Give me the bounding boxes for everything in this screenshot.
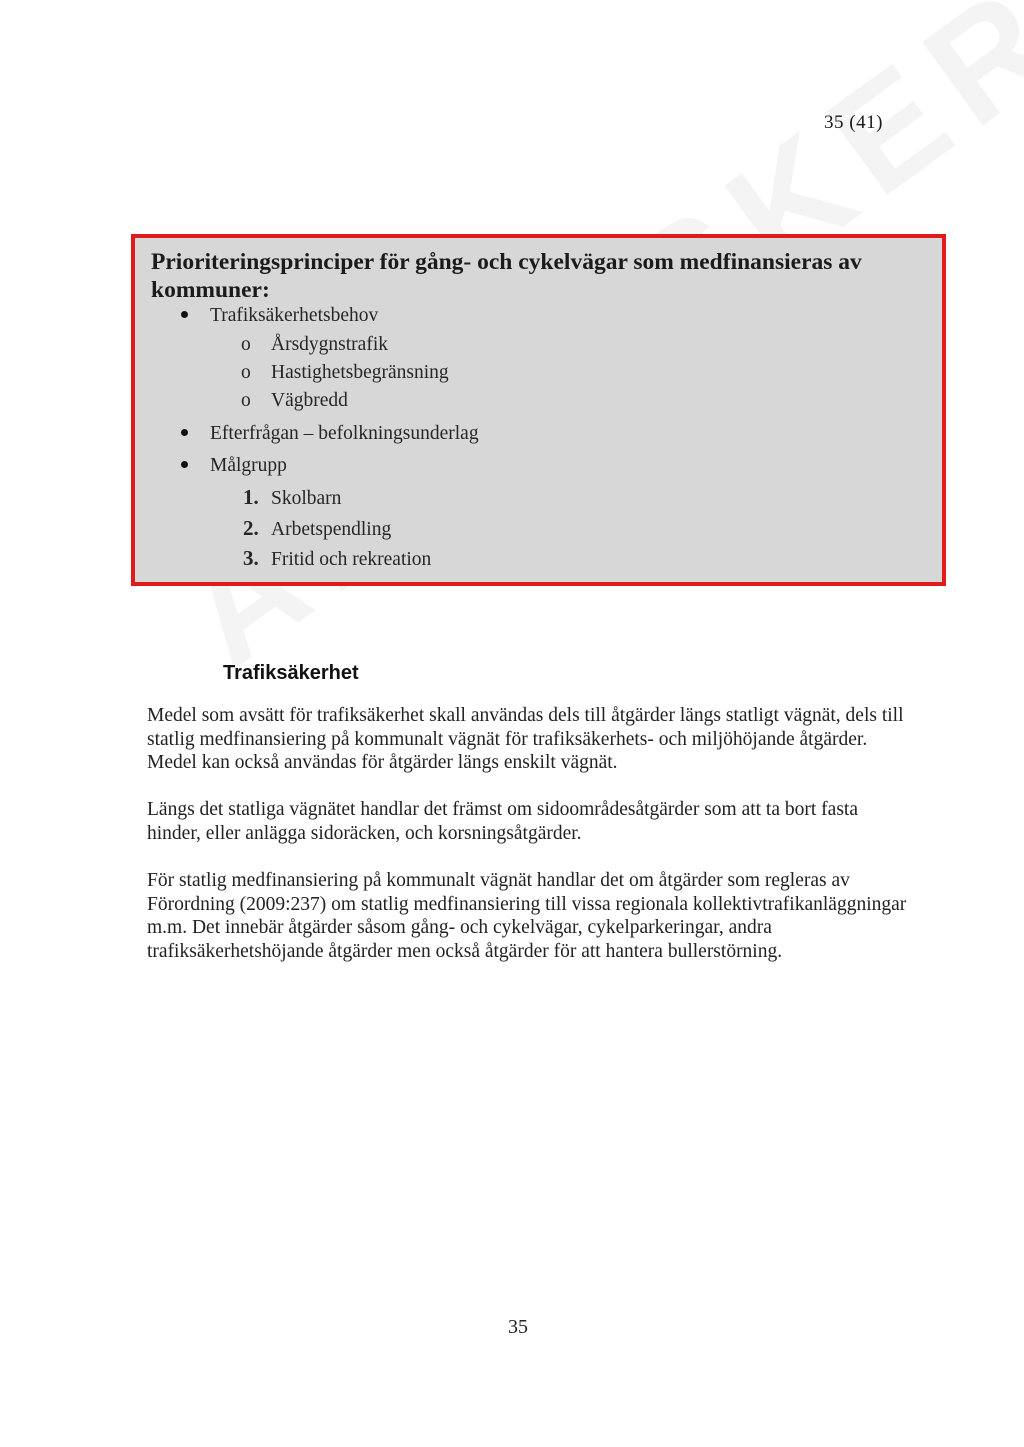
section-heading: Trafiksäkerhet <box>223 662 359 684</box>
list-item-label: Årsdygnstrafik <box>271 334 388 355</box>
number-marker: 3. <box>243 546 259 570</box>
paragraph: Längs det statliga vägnätet handlar det främst om sidoområdesåtgärder som att ta bort fasta hinder, eller anlägga sidoräcken, och korsningsåtgärder. <box>147 799 858 844</box>
numbered-item-arbetspendling <box>243 516 391 541</box>
circle-marker: o <box>241 334 251 355</box>
bullet-icon <box>181 311 188 318</box>
list-item-malgrupp <box>181 455 287 477</box>
list-item-label: Målgrupp <box>210 455 287 476</box>
bullet-icon <box>181 429 188 436</box>
list-item-label: Fritid och rekreation <box>271 549 432 570</box>
bullet-icon <box>181 461 188 468</box>
list-item-label: Hastighetsbegränsning <box>271 362 449 383</box>
priority-principles-box <box>131 234 946 586</box>
sub-item-vagbredd <box>241 390 348 412</box>
number-marker: 1. <box>243 485 259 509</box>
numbered-item-skolbarn <box>243 485 341 510</box>
paragraph: Medel som avsätt för trafiksäkerhet skall användas dels till åtgärder längs statligt vägnät, dels till statlig medfinansiering på kommunalt vägnät för trafiksäkerhets- och miljöhöjande åtgärder. Medel kan också användas för åtgärder längs enskilt vägnät. <box>147 705 904 773</box>
box-title: Prioriteringsprinciper för gång- och cykelvägar som medfinansieras av kommuner: <box>151 249 862 303</box>
list-item-label: Arbetspendling <box>271 519 392 540</box>
page-number: 35 <box>508 1316 528 1338</box>
page-indicator: 35 (41) <box>824 112 883 133</box>
list-item-label: Skolbarn <box>271 488 342 509</box>
sub-item-hastighetsbegransning <box>241 362 449 384</box>
list-item-trafiksakerhetsbehov <box>181 305 378 327</box>
list-item-label: Efterfrågan – befolkningsunderlag <box>210 423 479 444</box>
number-marker: 2. <box>243 516 259 540</box>
list-item-label: Vägbredd <box>271 390 348 411</box>
list-item-label: Trafiksäkerhetsbehov <box>210 305 379 326</box>
sub-item-arsdygnstrafik <box>241 334 388 356</box>
numbered-item-fritid <box>243 546 431 571</box>
circle-marker: o <box>241 390 251 411</box>
paragraph: För statlig medfinansiering på kommunalt vägnät handlar det om åtgärder som regleras av Förordning (2009:237) om statlig medfinansiering till vissa regionala kollektivtrafikanläggningar m.m. Det innebär åtgärder såsom gång- och cykelvägar, cykelparkeringar, andra trafiksäkerhetshöjande åtgärder men också åtgärder för att hantera bullerstörning. <box>147 870 907 962</box>
circle-marker: o <box>241 362 251 383</box>
list-item-efterfragan <box>181 423 479 445</box>
